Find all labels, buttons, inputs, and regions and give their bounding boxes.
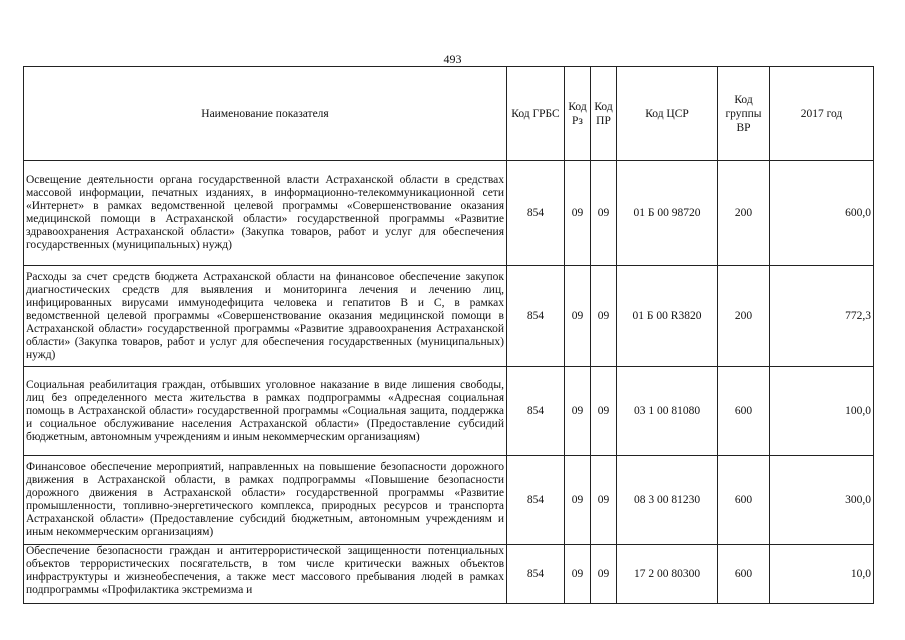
table-row <box>24 545 874 604</box>
row-rz: 09 <box>565 367 591 456</box>
row-vr: 200 <box>718 266 770 367</box>
row-amount: 10,0 <box>770 545 874 604</box>
row-vr: 600 <box>718 367 770 456</box>
row-name: Расходы за счет средств бюджета Астраханской области на финансовое обеспечение закупок диагностических средств для выявления и мониторинга лечения и лечению лиц, инфицированных вирусами иммунодефицита человека и гепатитов В и С, в рамках ведомственной целевой программы «Совершенствование оказания медицинской помощи в Астраханской области» государственной программы «Развитие здравоохранения Астраханской области» (Закупка товаров, работ и услуг для обеспечения государственных (муниципальных) нужд) <box>24 266 507 367</box>
row-name: Обеспечение безопасности граждан и антитеррористической защищенности потенциальных объектов террористических посягательств, в том числе критически важных объектов инфраструктуры и жизнеобеспечения, а также мест массового пребывания людей в рамках подпрограммы «Профилактика экстремизма и <box>24 545 507 604</box>
row-csr: 17 2 00 80300 <box>617 545 718 604</box>
header-name: Наименование показателя <box>24 67 507 161</box>
table-row <box>24 456 874 545</box>
header-csr: Код ЦСР <box>617 67 718 161</box>
row-vr: 200 <box>718 161 770 266</box>
header-year: 2017 год <box>770 67 874 161</box>
table-row <box>24 266 874 367</box>
row-grbs: 854 <box>507 266 565 367</box>
header-vr: Код группы ВР <box>718 67 770 161</box>
header-grbs: Код ГРБС <box>507 67 565 161</box>
row-pr: 09 <box>591 266 617 367</box>
row-rz: 09 <box>565 545 591 604</box>
table-row <box>24 367 874 456</box>
row-rz: 09 <box>565 266 591 367</box>
table-row <box>24 161 874 266</box>
header-pr: Код ПР <box>591 67 617 161</box>
row-amount: 772,3 <box>770 266 874 367</box>
row-pr: 09 <box>591 545 617 604</box>
row-amount: 600,0 <box>770 161 874 266</box>
table-header-row <box>24 67 874 161</box>
row-grbs: 854 <box>507 161 565 266</box>
row-amount: 300,0 <box>770 456 874 545</box>
row-vr: 600 <box>718 456 770 545</box>
row-rz: 09 <box>565 456 591 545</box>
row-csr: 08 3 00 81230 <box>617 456 718 545</box>
row-csr: 01 Б 00 98720 <box>617 161 718 266</box>
row-vr: 600 <box>718 545 770 604</box>
row-grbs: 854 <box>507 545 565 604</box>
row-pr: 09 <box>591 161 617 266</box>
row-name: Социальная реабилитация граждан, отбывших уголовное наказание в виде лишения свободы, лиц без определенного места жительства в рамках подпрограммы «Адресная социальная помощь в Астраханской области» государственной программы «Социальная защита, поддержка и социальное обслуживание населения Астраханской области» (Предоставление субсидий бюджетным, автономным учреждениям и иным некоммерческим организациям) <box>24 367 507 456</box>
row-csr: 01 Б 00 R3820 <box>617 266 718 367</box>
row-pr: 09 <box>591 456 617 545</box>
header-rz: Код Рз <box>565 67 591 161</box>
row-name: Освещение деятельности органа государственной власти Астраханской области в средствах массовой информации, печатных изданиях, в информационно-телекоммуникационной сети «Интернет» в рамках ведомственной целевой программы «Совершенствование оказания медицинской помощи в Астраханской области» государственной программы «Развитие здравоохранения Астраханской области» (Закупка товаров, работ и услуг для обеспечения государственных (муниципальных) нужд) <box>24 161 507 266</box>
budget-table <box>23 66 874 604</box>
row-csr: 03 1 00 81080 <box>617 367 718 456</box>
row-name: Финансовое обеспечение мероприятий, направленных на повышение безопасности дорожного движения в Астраханской области, в рамках подпрограммы «Повышение безопасности дорожного движения в Астраханской области» государственной программы «Развитие промышленности, топливно-энергетического комплекса, природных ресурсов и транспорта Астраханской области» (Предоставление субсидий бюджетным, автономным учреждениям и иным некоммерческим организациям) <box>24 456 507 545</box>
row-grbs: 854 <box>507 456 565 545</box>
row-grbs: 854 <box>507 367 565 456</box>
row-pr: 09 <box>591 367 617 456</box>
row-rz: 09 <box>565 161 591 266</box>
page-number: 493 <box>443 52 462 66</box>
row-amount: 100,0 <box>770 367 874 456</box>
